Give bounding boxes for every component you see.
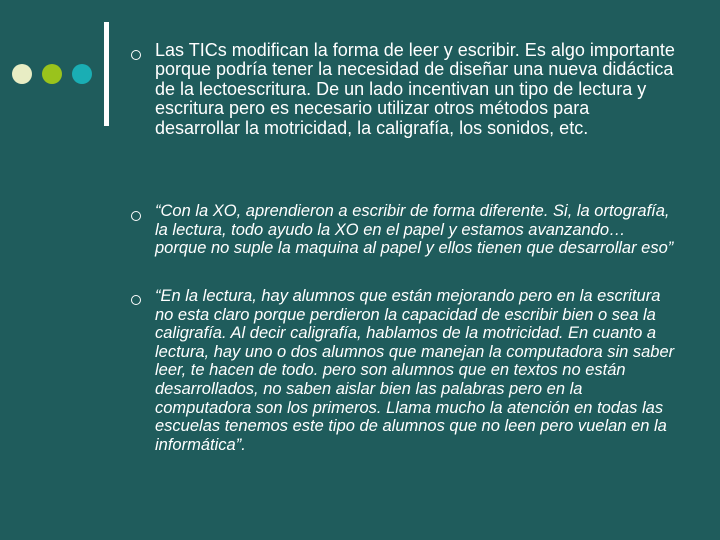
bullet-circle-icon xyxy=(131,50,141,60)
dot-icon xyxy=(72,64,92,84)
bullet-text-2: “Con la XO, aprendieron a escribir de forma diferente. Si, la ortografía, la lectura, todo ayudo la XO en el papel y estamos avanzando… porque no suple la maquina al papel y ellos tienen que desarrollar eso” xyxy=(155,202,674,258)
vertical-divider xyxy=(104,22,109,126)
dot-icon xyxy=(12,64,32,84)
bullet-circle-icon xyxy=(131,295,141,305)
dot-icon xyxy=(42,64,62,84)
bullet-text-1: Las TICs modifican la forma de leer y escribir. Es algo importante porque podría tener la necesidad de diseñar una nueva didáctica de la lectoescritura. De un lado incentivan un tipo de lectura y escritura pero es necesario utilizar otros métodos para desarrollar la motricidad, la caligrafía, los sonidos, etc. xyxy=(155,40,675,138)
decorative-dots xyxy=(12,64,96,86)
bullet-circle-icon xyxy=(131,211,141,221)
bullet-text-3: “En la lectura, hay alumnos que están mejorando pero en la escritura no esta claro porque perdieron la capacidad de escribir bien o sea la caligrafía. Al decir caligrafía, hablamos de la motricidad. En cuanto a lectura, hay uno o dos alumnos que manejan la computadora sin saber leer, te hacen de todo. pero son alumnos que en textos no están desarrollados, no saben aislar bien las palabras pero en la computadora son los primeros. Llama mucho la atención en todas las escuelas tenemos este tipo de alumnos que no leen pero vuelan en la informática”. xyxy=(155,287,675,454)
